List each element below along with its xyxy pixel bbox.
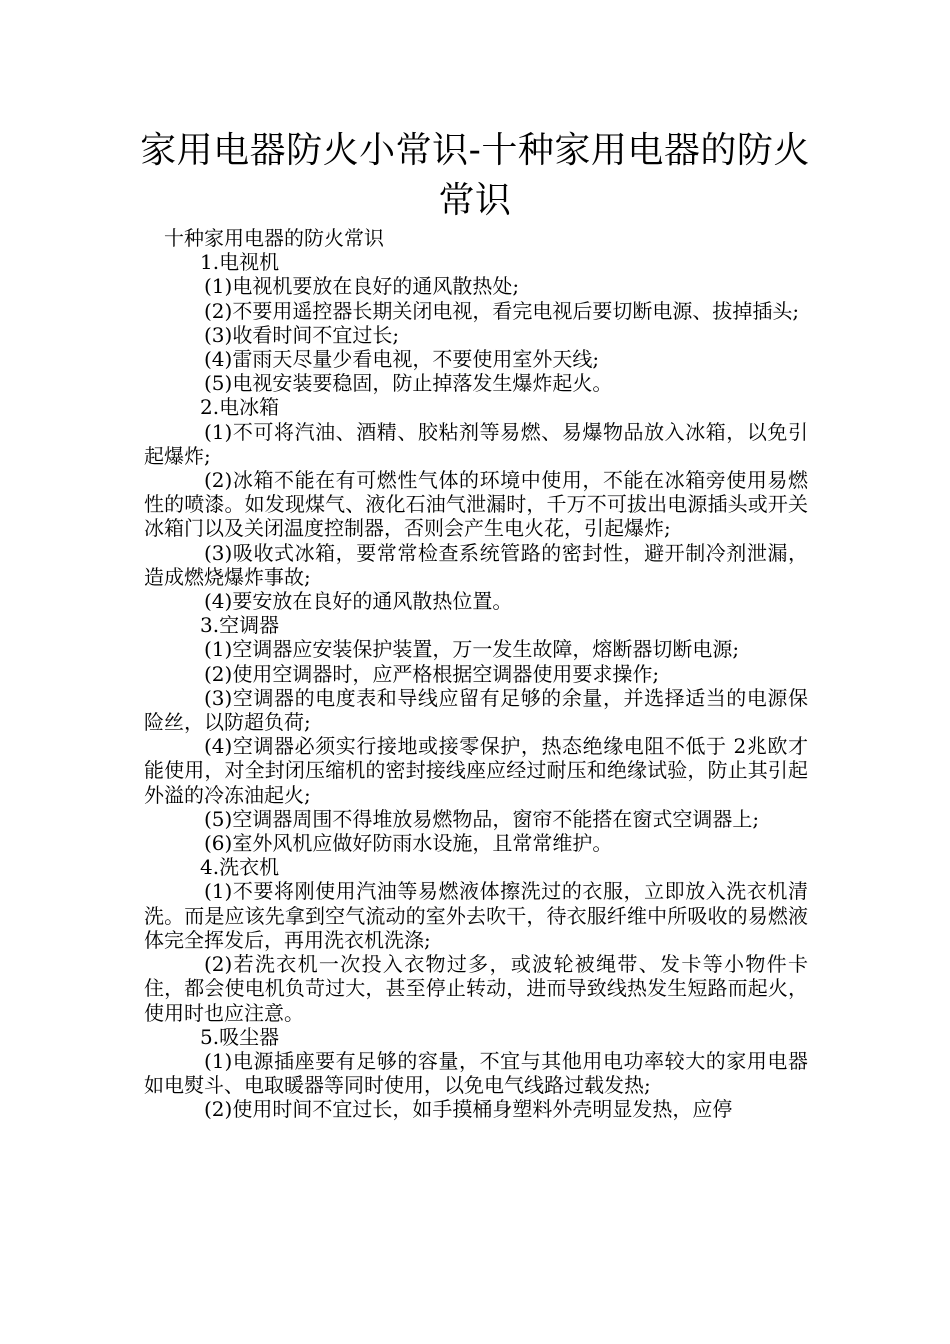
list-item: (3)空调器的电度表和导线应留有足够的余量，并选择适当的电源保险丝，以防超负荷; xyxy=(144,685,808,735)
list-item: (2)使用时间不宜过长，如手摸桶身塑料外壳明显发热，应停 xyxy=(204,1097,733,1122)
list-item: (3)吸收式冰箱，要常常检查系统管路的密封性，避开制冷剂泄漏，造成燃烧爆炸事故; xyxy=(144,540,808,589)
list-item: (6)室外风机应做好防雨水设施，且常常维护。 xyxy=(204,831,613,856)
list-item: (1)电源插座要有足够的容量，不宜与其他用电功率较大的家用电器如电熨斗、电取暖器等同时使用，以免电气线路过载发热; xyxy=(144,1048,808,1098)
section-heading-washer: 4.洗衣机 xyxy=(200,855,280,880)
list-item: (2)使用空调器时，应严格根据空调器使用要求操作; xyxy=(204,661,660,686)
section-heading-fridge: 2.电冰箱 xyxy=(200,395,280,420)
section-heading-vacuum: 5.吸尘器 xyxy=(200,1024,280,1049)
section-heading-tv: 1.电视机 xyxy=(200,250,280,275)
document-body xyxy=(144,226,808,1122)
section-heading-ac: 3.空调器 xyxy=(200,613,280,638)
list-item: (4)要安放在良好的通风散热位置。 xyxy=(204,589,513,614)
list-item: (5)电视安装要稳固，防止掉落发生爆炸起火。 xyxy=(204,371,613,396)
list-item: (2)若洗衣机一次投入衣物过多，或波轮被绳带、发卡等小物件卡住，都会使电机负苛过大，甚至停止转动，进而导致线热发生短路而起火，使用时也应注意。 xyxy=(144,952,808,1025)
list-item: (1)不要将刚使用汽油等易燃液体擦洗过的衣服，立即放入洗衣机清洗。而是应该先拿到空气流动的室外去吹干，待衣服纤维中所吸收的易燃液体完全挥发后，再用洗衣机洗涤; xyxy=(144,879,808,952)
list-item: (4)空调器必须实行接地或接零保护，热态绝缘电阻不低于 2兆欧才能使用，对全封闭压缩机的密封接线座应经过耐压和绝缘试验，防止其引起外溢的冷冻油起火; xyxy=(144,734,808,807)
list-item: (1)不可将汽油、酒精、胶粘剂等易燃、易爆物品放入冰箱，以免引起爆炸; xyxy=(144,419,808,468)
list-item: (5)空调器周围不得堆放易燃物品，窗帘不能搭在窗式空调器上; xyxy=(204,806,760,831)
list-item: (1)电视机要放在良好的通风散热处; xyxy=(204,274,520,299)
subtitle: 十种家用电器的防火常识 xyxy=(164,226,384,250)
document-title: 家用电器防火小常识-十种家用电器的防火常识 xyxy=(140,130,810,221)
list-item: (1)空调器应安装保护装置，万一发生故障，熔断器切断电源; xyxy=(204,637,740,662)
list-item: (2)不要用遥控器长期关闭电视，看完电视后要切断电源、拔掉插头; xyxy=(204,298,800,323)
list-item: (4)雷雨天尽量少看电视，不要使用室外天线; xyxy=(204,347,600,372)
list-item: (2)冰箱不能在有可燃性气体的环境中使用，不能在冰箱旁使用易燃性的喷漆。如发现煤气、液化石油气泄漏时，千万不可拔出电源插头或开关冰箱门以及关闭温度控制器，否则会产生电火花，引起爆炸; xyxy=(144,468,808,541)
list-item: (3)收看时间不宜过长; xyxy=(204,322,400,347)
